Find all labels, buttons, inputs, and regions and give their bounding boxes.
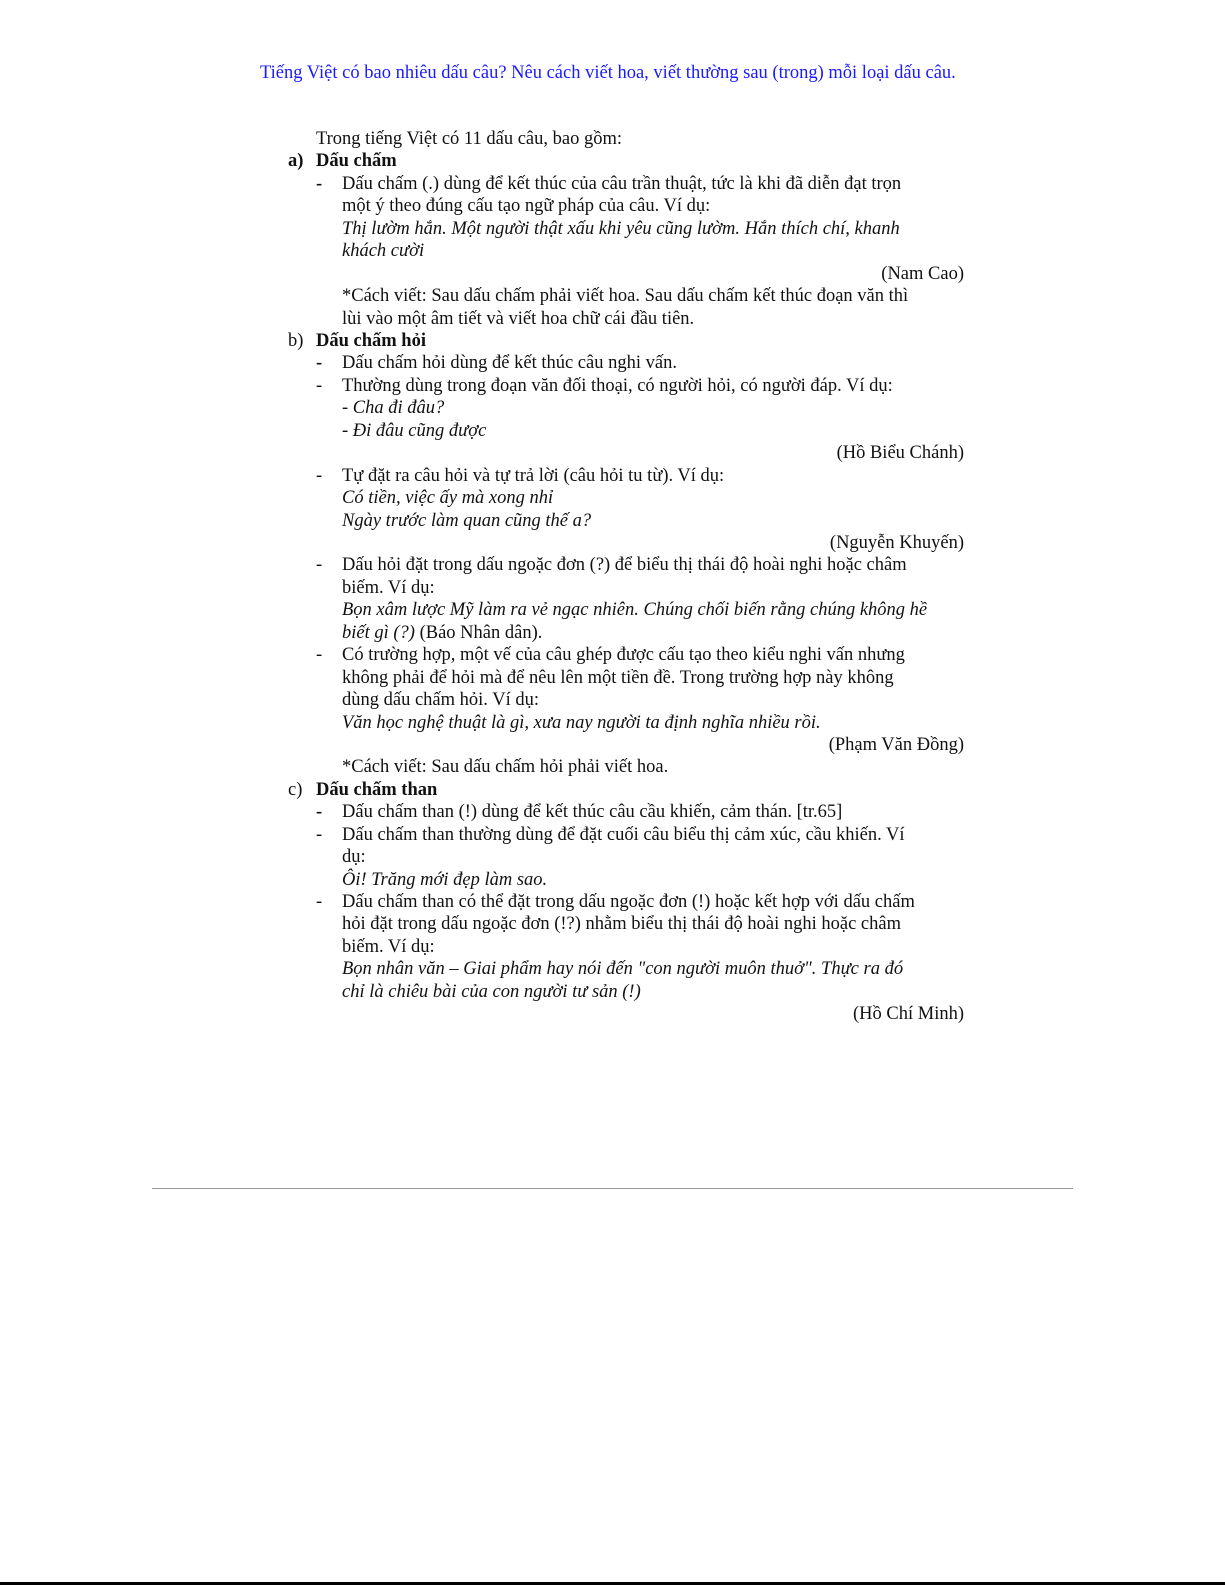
body-line: Dấu chấm (.) dùng để kết thúc của câu trần thuật, tức là khi đã diễn đạt trọn — [342, 174, 902, 194]
citation: (Hồ Biểu Chánh) — [836, 443, 964, 463]
section-c-title: Dấu chấm than — [316, 780, 438, 800]
source-fragment: (Báo Nhân dân). — [419, 623, 543, 643]
body-line: biếm. Ví dụ: — [342, 578, 435, 598]
example-line: Bọn xâm lược Mỹ làm ra vẻ ngạc nhiên. Chúng chối biến rằng chúng không hề — [342, 600, 928, 620]
example-line: Văn học nghệ thuật là gì, xưa nay người ta định nghĩa nhiều rồi. — [342, 713, 821, 733]
example-line: Ôi! Trăng mới đẹp làm sao. — [342, 870, 548, 890]
bullet-dash: - — [316, 353, 323, 373]
intro-text: Trong tiếng Việt có 11 dấu câu, bao gồm: — [316, 129, 622, 149]
citation: (Nam Cao) — [881, 264, 964, 284]
example-line: Có tiền, việc ấy mà xong nhỉ — [342, 488, 554, 508]
bullet-dash: - — [316, 825, 323, 845]
body-line: Có trường hợp, một vế của câu ghép được cấu tạo theo kiểu nghi vấn nhưng — [342, 645, 905, 665]
body-line: biếm. Ví dụ: — [342, 937, 435, 957]
citation: (Nguyễn Khuyến) — [829, 533, 964, 553]
section-b-marker: b) — [288, 331, 304, 351]
bullet-dash: - — [316, 802, 323, 822]
section-a-title: Dấu chấm — [316, 151, 397, 171]
body-line: lùi vào một âm tiết và viết hoa chữ cái đầu tiên. — [342, 309, 695, 329]
example-fragment: biết gì (?) — [342, 623, 415, 643]
example-line: Bọn nhân văn – Giai phẩm hay nói đến "con người muôn thuở". Thực ra đó — [342, 959, 904, 979]
body-line: Tự đặt ra câu hỏi và tự trả lời (câu hỏi tu từ). Ví dụ: — [342, 466, 725, 486]
section-a-marker: a) — [288, 151, 304, 171]
bullet-dash: - — [316, 892, 323, 912]
example-line: khách cười — [342, 241, 425, 261]
body-line: Dấu chấm than (!) dùng để kết thúc câu cầu khiến, cảm thán. [tr.65] — [342, 802, 843, 822]
body-line: một ý theo đúng cấu tạo ngữ pháp của câu. Ví dụ: — [342, 196, 711, 216]
section-b-title: Dấu chấm hỏi — [316, 331, 426, 351]
citation: (Phạm Văn Đồng) — [828, 735, 964, 755]
body-line: *Cách viết: Sau dấu chấm phải viết hoa. Sau dấu chấm kết thúc đoạn văn thì — [342, 286, 909, 306]
example-line: - Đi đâu cũng được — [342, 421, 487, 441]
example-line: Thị lườm hắn. Một người thật xấu khi yêu cũng lườm. Hắn thích chí, khanh — [342, 219, 900, 239]
body-line: Dấu chấm than có thể đặt trong dấu ngoặc đơn (!) hoặc kết hợp với dấu chấm — [342, 892, 915, 912]
body-line: dùng dấu chấm hỏi. Ví dụ: — [342, 690, 539, 710]
body-line: *Cách viết: Sau dấu chấm hỏi phải viết hoa. — [342, 757, 669, 777]
bullet-dash: - — [316, 376, 323, 396]
example-line: Ngày trước làm quan cũng thế a? — [342, 511, 592, 531]
body-line: không phải để hỏi mà để nêu lên một tiền đề. Trong trường hợp này không — [342, 668, 894, 688]
bullet-dash: - — [316, 466, 323, 486]
question-heading: Tiếng Việt có bao nhiêu dấu câu? Nêu cách viết hoa, viết thường sau (trong) mỗi loại dấu câu. — [260, 63, 956, 83]
body-line: dụ: — [342, 847, 366, 867]
bullet-dash: - — [316, 555, 323, 575]
example-line-mixed — [342, 622, 542, 644]
body-line: Dấu chấm hỏi dùng để kết thúc câu nghi vấn. — [342, 353, 677, 373]
body-line: Dấu hỏi đặt trong dấu ngoặc đơn (?) để biểu thị thái độ hoài nghi hoặc châm — [342, 555, 907, 575]
body-line: hỏi đặt trong dấu ngoặc đơn (!?) nhằm biểu thị thái độ hoài nghi hoặc châm — [342, 914, 901, 934]
page-divider — [152, 1188, 1073, 1189]
bullet-dash: - — [316, 174, 323, 194]
section-c-marker: c) — [288, 780, 303, 800]
example-line: chỉ là chiêu bài của con người tư sản (!) — [342, 982, 641, 1002]
bullet-dash: - — [316, 645, 323, 665]
body-line: Thường dùng trong đoạn văn đối thoại, có người hỏi, có người đáp. Ví dụ: — [342, 376, 893, 396]
citation: (Hồ Chí Minh) — [853, 1004, 964, 1024]
example-line: - Cha đi đâu? — [342, 398, 445, 418]
body-line: Dấu chấm than thường dùng để đặt cuối câu biểu thị cảm xúc, cầu khiến. Ví — [342, 825, 905, 845]
